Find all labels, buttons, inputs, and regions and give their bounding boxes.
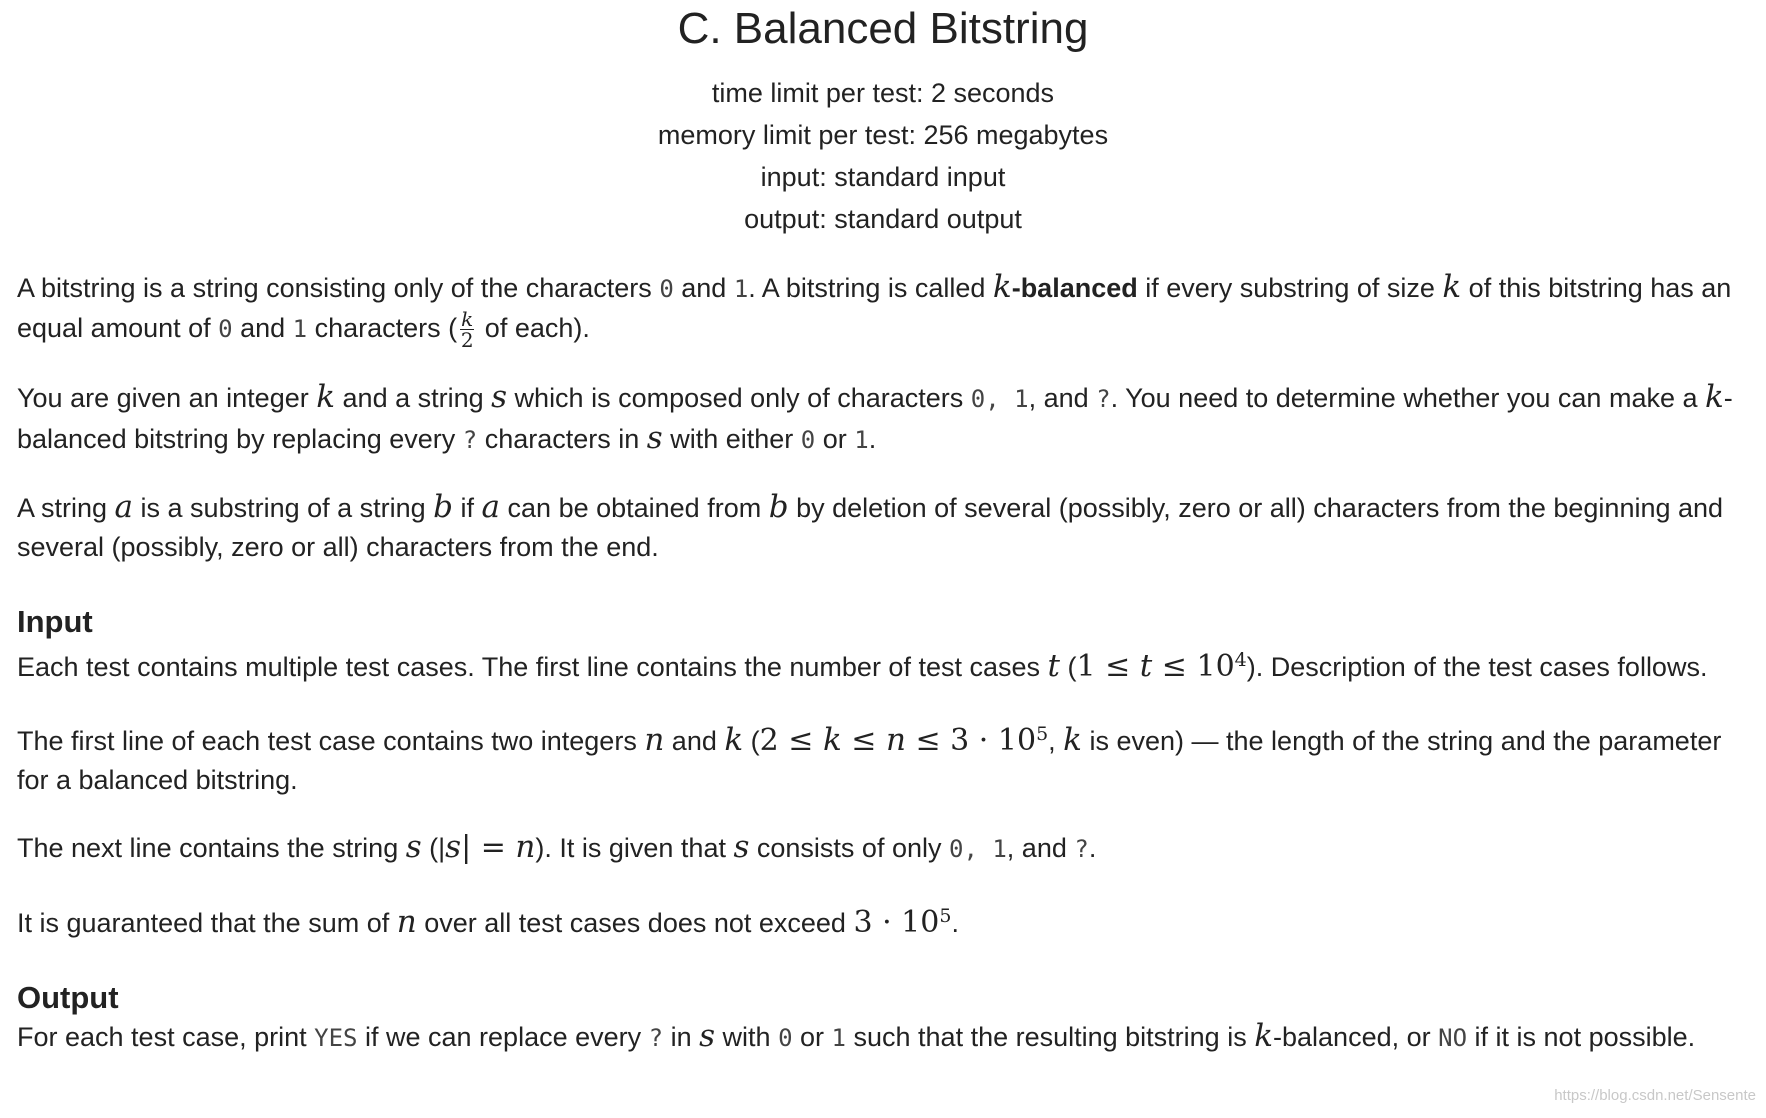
problem-title: C. Balanced Bitstring (677, 4, 1089, 53)
problem-limits (0, 72, 1766, 240)
input-paragraph-3: The next line contains the string s (|s| = n). It is given that s consists of only 0, 1, and ?. (17, 829, 1097, 866)
statement-paragraph-2: You are given an integer k and a string s which is composed only of characters 0, 1, and ?. You need to determine whether you can make a k-balanced bitstring by replacing every ? characters in s with either 0 or 1. (17, 379, 1733, 457)
time-limit: time limit per test: 2 seconds (711, 78, 1055, 108)
input-paragraph-1: Each test contains multiple test cases. The first line contains the number of test cases t $(1 \le t \le 10^4)$. Description of the test cases follows. (17, 648, 1708, 685)
statement-paragraph-3: A string a is a substring of a string b if a can be obtained from b by deletion of several (possibly, zero or all) characters from the beginning and several (possibly, zero or all) characters from the end. (17, 489, 1724, 563)
input-paragraph-2: The first line of each test case contains two integers n and k ($2 \le k \le n \le 3 \cdot 10^5$, k is even) — the length of the string and the parameter for a balanced bitstring. (17, 722, 1722, 796)
input-spec: input: standard input (760, 162, 1006, 192)
input-heading: Input (17, 604, 93, 640)
statement-paragraph-1: A bitstring is a string consisting only of the characters 0 and 1. A bitstring is called k-balanced if every substring of size k of this bitstring has an equal amount of 0 and 1 characters ( $\frac{k}{2}$ of each). (17, 269, 1732, 353)
output-heading: Output (17, 980, 119, 1016)
input-paragraph-4: It is guaranteed that the sum of n over all test cases does not exceed $3 \cdot 10^5$. (17, 904, 959, 941)
memory-limit: memory limit per test: 256 megabytes (657, 120, 1109, 150)
watermark: https://blog.csdn.net/Sensente (1554, 1087, 1756, 1104)
output-spec: output: standard output (744, 204, 1022, 234)
fraction-k-over-2: $\frac{k}{2}$ (460, 307, 474, 353)
output-paragraph-1: For each test case, print YES if we can replace every ? in s with 0 or 1 such that the resulting bitstring is k-balanced, or NO if it is not possible. (17, 1018, 1696, 1055)
problem-statement (17, 268, 1757, 1086)
